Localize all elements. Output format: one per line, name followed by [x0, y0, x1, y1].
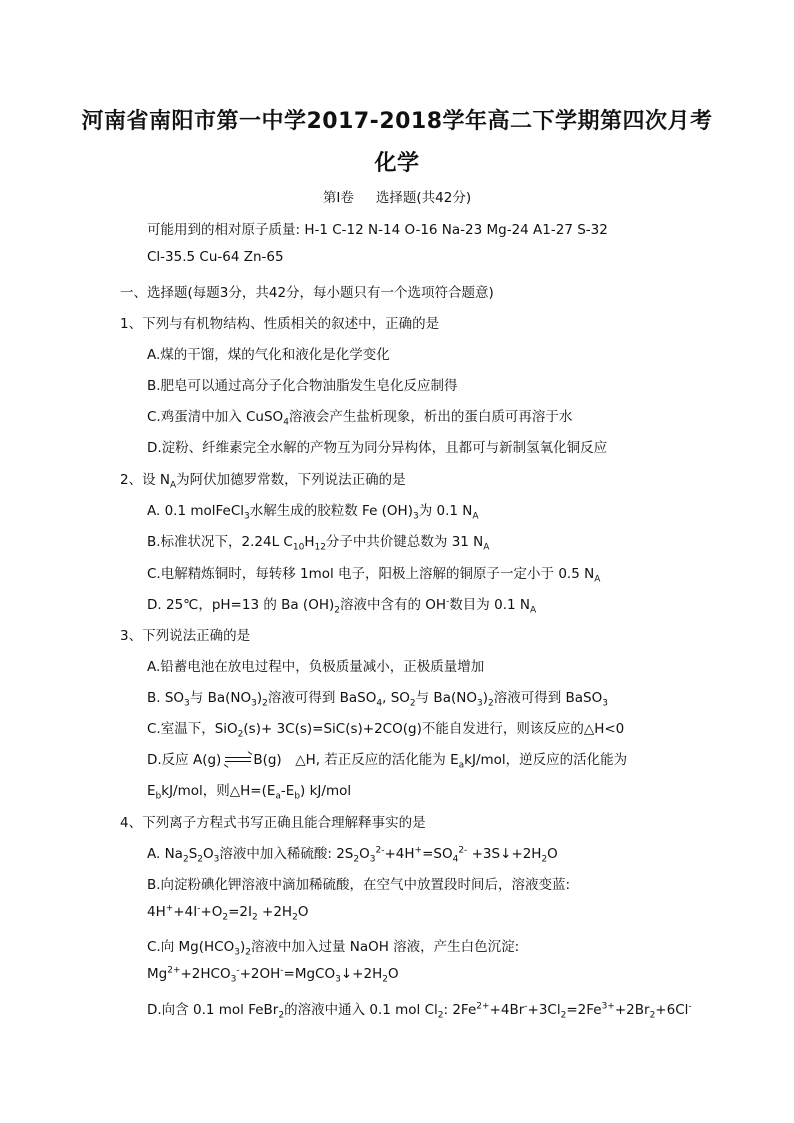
- section-label: 第Ⅰ卷: [322, 190, 354, 206]
- part-heading: 一、选择题(每题3分，共42分，每小题只有一个选项符合题意): [120, 285, 494, 301]
- atomic-masses-line-1: 可能用到的相对原子质量: H-1 C-12 N-14 O-16 Na-23 Mg-24 A1-27 S-32: [147, 222, 608, 238]
- exam-subject: 化学: [374, 151, 420, 176]
- q3-option-d: D.反应 A(g) B(g) △H, 若正反应的活化能为 $E_akJ$/mol，逆反应的活化能为: [147, 752, 628, 771]
- q1-option-a: A.煤的干馏，煤的气化和液化是化学变化: [147, 347, 390, 363]
- section-heading: [0, 186, 794, 206]
- question-2-stem: 2、设 $N_A$为阿伏加德罗常数，下列说法正确的是: [120, 472, 406, 491]
- q4-option-a: A. $Na_2S_2O_3$溶液中加入稀硫酸: $2S_2O_3^{2-}+4H^+=SO_4^{2-}$ $+3S↓+2H_2O$: [147, 845, 558, 865]
- q2-option-c: C.电解精炼铜时，每转移 1mol 电子，阳极上溶解的铜原子一定小于 0.5 $N_A$: [147, 566, 601, 585]
- q3-option-b: B. $SO_3$与 $Ba(NO_3)_2$溶液可得到 BaSO$_4$, $SO_2$与 $Ba(NO_3)_2$溶液可得到 BaSO$_3$: [147, 690, 608, 709]
- q2-option-a: A. 0.1 molFeCl$_3$水解生成的胶粒数 Fe $(OH)_3$为 0.1 $N_A$: [147, 503, 479, 522]
- q3-option-a: A.铅蓄电池在放电过程中，负极质量减小，正极质量增加: [147, 659, 485, 675]
- q4-option-c: C.向 $Mg(HCO_3)_2$溶液中加入过量 NaOH 溶液，产生白色沉淀:: [147, 939, 520, 958]
- q1-option-d: D.淀粉、纤维素完全水解的产物互为同分异构体，且都可与新制氢氧化铜反应: [147, 440, 608, 456]
- q4-option-b-equation: $4H^++4I^-+O_2=2I_2 +2H_2O$: [147, 903, 309, 923]
- question-3-stem: 3、下列说法正确的是: [120, 628, 251, 644]
- atomic-masses-line-2: Cl-35.5 Cu-64 Zn-65: [147, 249, 284, 265]
- q1-option-b: B.肥皂可以通过高分子化合物油脂发生皂化反应制得: [147, 378, 458, 394]
- q4-option-d: D.向含 0.1 mol FeBr$_2$的溶液中通入 0.1 mol $Cl_2$: $2Fe^{2+}+4Br^-+3Cl_2=2Fe^{3+}+2Br_2+6Cl^-$: [147, 1001, 692, 1021]
- exam-title: 河南省南阳市第一中学2017-2018学年高二下学期第四次月考: [81, 109, 713, 134]
- q3-option-d-cont: $E_bkJ$/mol，则$\triangle H=(E_a-E_b)$ kJ/mol: [147, 783, 352, 802]
- q2-option-b: B.标准状况下，2.24L $C_{10}H_{12}$分子中共价键总数为 31 $N_A$: [147, 534, 490, 553]
- q4-option-c-equation: $Mg^{2+}+2HCO_3^-+2OH^-=MgCO_3↓+2H_2O$: [147, 965, 399, 985]
- q2-option-d: D. 25℃，pH=13 的 Ba $(OH)_2$溶液中含有的 OH-数目为 0.1 $N_A$: [147, 596, 537, 616]
- q3-option-c: C.室温下，SiO$_2$(s)+ 3C(s)=SiC(s)+2CO(g)不能自发进行，则该反应的△H<0: [147, 721, 625, 740]
- section-desc: 选择题(共42分): [375, 190, 472, 206]
- question-4-stem: 4、下列离子方程式书写正确且能合理解释事实的是: [120, 815, 426, 831]
- question-1-stem: 1、下列与有机物结构、性质相关的叙述中，正确的是: [120, 316, 440, 332]
- q1-option-c: C.鸡蛋清中加入 CuSO$_4$溶液会产生盐析现象，析出的蛋白质可再溶于水: [147, 409, 573, 428]
- q4-option-b: B.向淀粉碘化钾溶液中滴加稀硫酸，在空气中放置段时间后，溶液变蓝:: [147, 877, 571, 893]
- equilibrium-arrow-icon: [221, 755, 253, 765]
